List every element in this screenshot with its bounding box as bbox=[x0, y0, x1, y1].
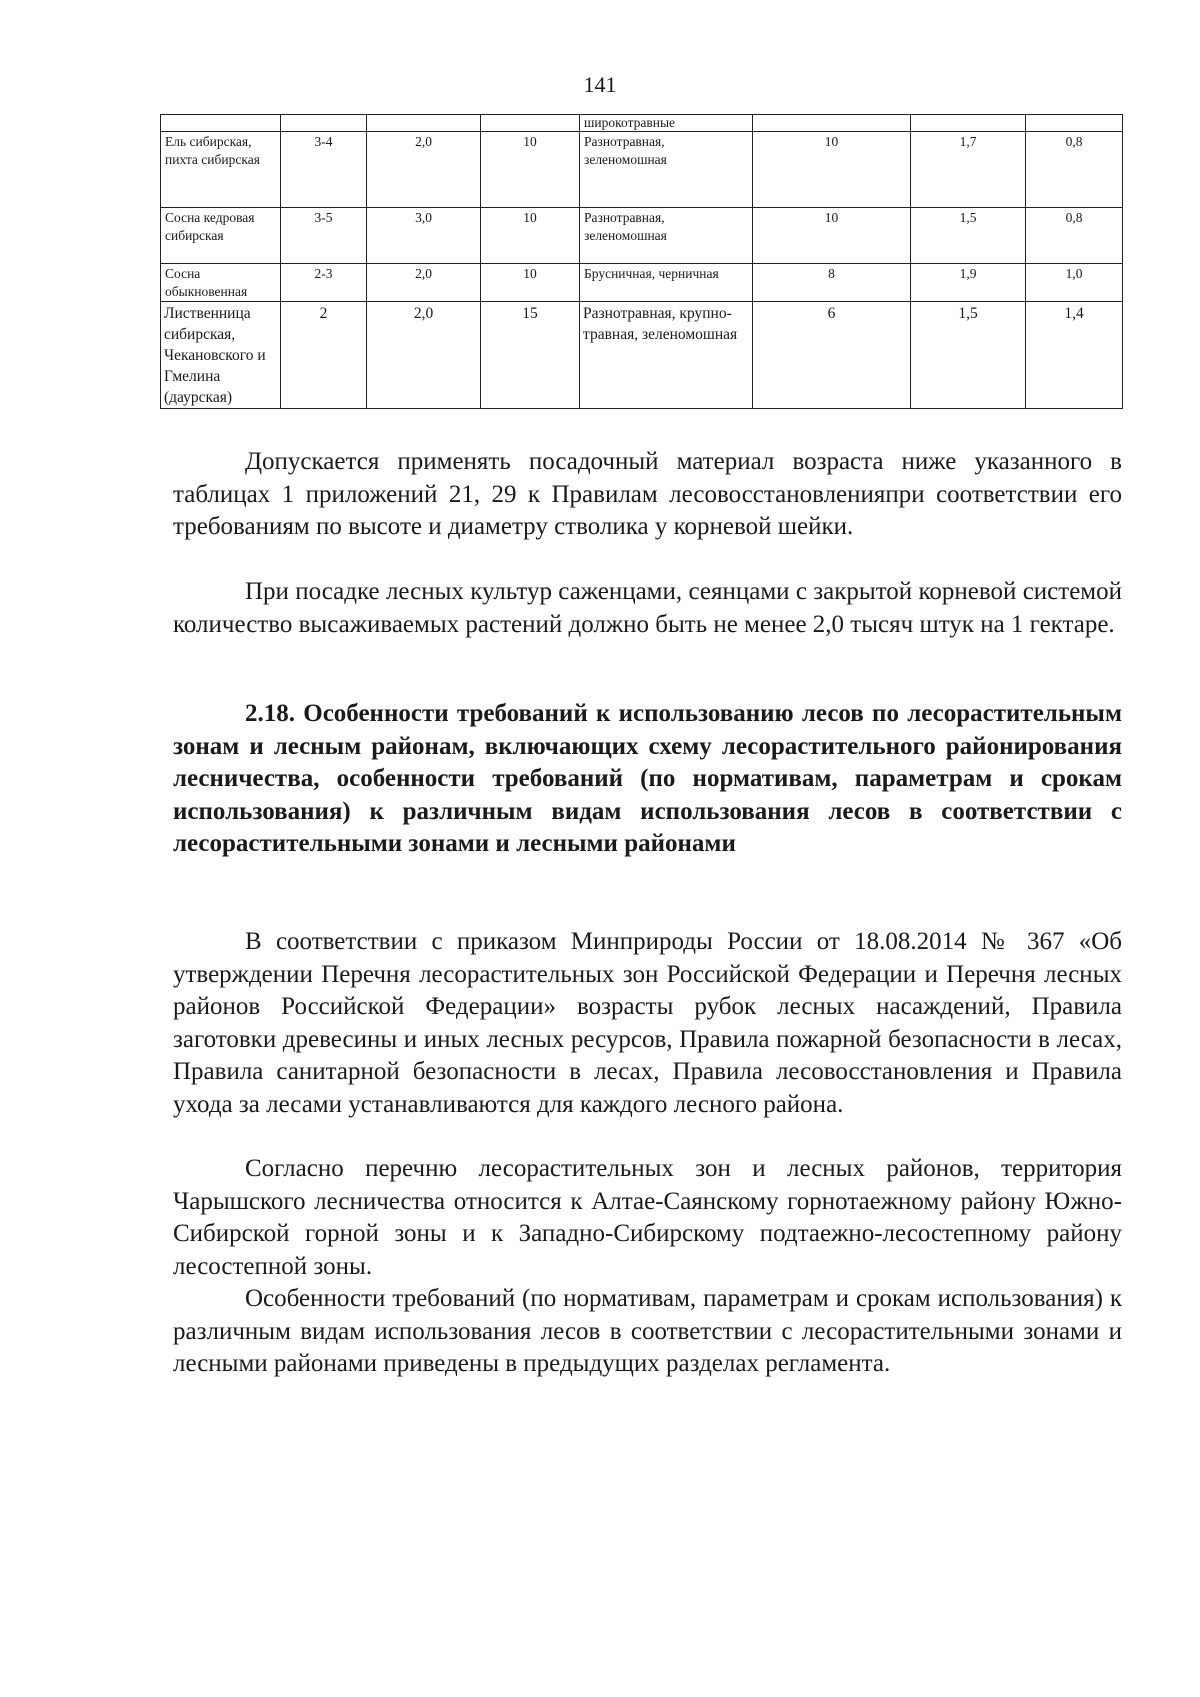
table-row bbox=[161, 302, 1123, 409]
paragraph-forest-zones: Согласно перечню лесорастительных зон и лесных районов, территория Чарышского лесничества относится к Алтае-Саянскому горнотаежному району Южно-Сибирской горной зоны и к Западно-Сибирскому подтаежно-лесостепному району лесостепной зоны. bbox=[173, 1155, 1122, 1280]
table-cell bbox=[367, 115, 481, 132]
table-cell: 2,0 bbox=[367, 132, 481, 208]
table-cell: 8 bbox=[753, 264, 911, 302]
table-cell bbox=[161, 115, 281, 132]
table-cell: 2-3 bbox=[281, 264, 367, 302]
paragraph-planting-density: При посадке лесных культур саженцами, сеянцами с закрытой корневой системой количество высаживаемых растений должно быть не менее 2,0 тысяч штук на 1 гектаре. bbox=[173, 578, 1122, 638]
table-cell: Сосна обыкновенная bbox=[161, 264, 281, 302]
table-cell: Разнотравная, крупно-травная, зеленомошная bbox=[580, 302, 753, 409]
table-cell: Разнотравная, зеленомошная bbox=[580, 132, 753, 208]
paragraph-requirements: Особенности требований (по нормативам, параметрам и срокам использования) к различным видам использования лесов в соответствии с лесорастительными зонами и лесными районами приведены в предыдущих разделах регламента. bbox=[173, 1285, 1122, 1377]
table-cell: 2,0 bbox=[367, 302, 481, 409]
table-cell: 0,8 bbox=[1026, 132, 1123, 208]
forest-planting-table bbox=[160, 114, 1123, 409]
table-cell: 10 bbox=[481, 132, 580, 208]
page-number: 141 bbox=[583, 72, 617, 97]
table-cell bbox=[281, 115, 367, 132]
table-cell: широкотравные bbox=[580, 115, 753, 132]
table-cell: 3-5 bbox=[281, 208, 367, 264]
table-row bbox=[161, 264, 1123, 302]
table-cell: 2 bbox=[281, 302, 367, 409]
table-cell: 3,0 bbox=[367, 208, 481, 264]
table-cell: 3-4 bbox=[281, 132, 367, 208]
table-cell: Лиственница сибирская, Чекановского и Гмелина (даурская) bbox=[161, 302, 281, 409]
table-cell: 10 bbox=[481, 208, 580, 264]
table-cell: 1,4 bbox=[1026, 302, 1123, 409]
table-row bbox=[161, 208, 1123, 264]
table-cell bbox=[1026, 115, 1123, 132]
table-row bbox=[161, 132, 1123, 208]
table-cell: Сосна кедровая сибирская bbox=[161, 208, 281, 264]
table-cell: 1,0 bbox=[1026, 264, 1123, 302]
table-cell bbox=[481, 115, 580, 132]
table-cell: 10 bbox=[753, 208, 911, 264]
table-cell bbox=[753, 115, 911, 132]
table-cell: Ель сибирская, пихта сибирская bbox=[161, 132, 281, 208]
table-cell: 1,9 bbox=[911, 264, 1026, 302]
paragraph-order-reference: В соответствии с приказом Минприроды России от 18.08.2014 № 367 «Об утверждении Перечня лесорастительных зон Российской Федерации и Перечня лесных районов Российской Федерации» возрасты рубок лесных насаждений, Правила заготовки древесины и иных лесных ресурсов, Правила пожарной безопасности в лесах, Правила санитарной безопасности в лесах, Правила лесовосстановления и Правила ухода за лесами устанавливаются для каждого лесного района. bbox=[173, 928, 1122, 1118]
table-row bbox=[161, 115, 1123, 132]
table-cell: 10 bbox=[481, 264, 580, 302]
table-cell: 1,5 bbox=[911, 208, 1026, 264]
table-cell: 6 bbox=[753, 302, 911, 409]
paragraph-planting-age: Допускается применять посадочный материал возраста ниже указанного в таблицах 1 приложений 21, 29 к Правилам лесовосстановленияпри соответствии его требованиям по высоте и диаметру стволика у корневой шейки. bbox=[173, 448, 1122, 540]
table-cell: 2,0 bbox=[367, 264, 481, 302]
table-cell: 0,8 bbox=[1026, 208, 1123, 264]
table-cell: 15 bbox=[481, 302, 580, 409]
table-cell: Разнотравная, зеленомошная bbox=[580, 208, 753, 264]
table-cell: 1,5 bbox=[911, 302, 1026, 409]
table-cell: 1,7 bbox=[911, 132, 1026, 208]
table-cell: 10 bbox=[753, 132, 911, 208]
table-cell: Брусничная, черничная bbox=[580, 264, 753, 302]
table-cell bbox=[911, 115, 1026, 132]
section-heading: 2.18. Особенности требований к использованию лесов по лесорастительным зонам и лесным районам, включающих схему лесорастительного районирования лесничества, особенности требований (по нормативам, параметрам и срокам использования) к различным видам использования лесов в соответствии с лесорастительными зонами и лесными районами bbox=[173, 700, 1122, 857]
